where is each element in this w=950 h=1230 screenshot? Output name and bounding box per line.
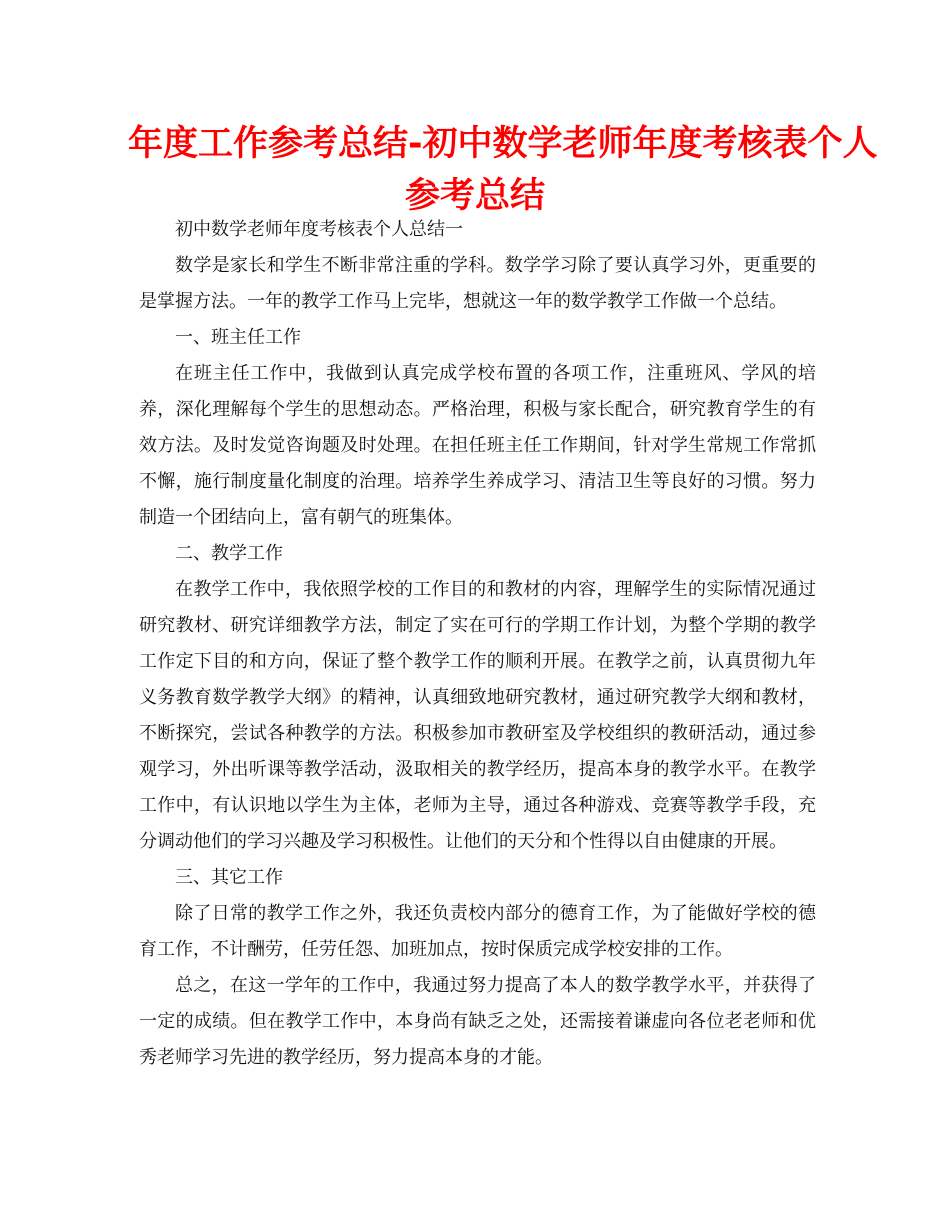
section-heading-homeroom: 一、班主任工作 — [175, 327, 301, 348]
teaching-paragraph: 在教学工作中，我依照学校的工作目的和教材的内容，理解学生的实际情况通过研究教材、研究详细教学方法，制定了实在可行的学期工作计划，为整个学期的教学工作定下目的和方向，保证了整个教学工作的顺利开展。在教学之前，认真贯彻九年义务教育数学教学大纲》的精神，认真细致地研究教材，通过研究教学大纲和教材，不断探究，尝试各种教学的方法。积极参加市教研室及学校组织的教研活动，通过参观学习，外出听课等教学活动，汲取相关的教学经历，提高本身的教学水平。在教学工作中，有认识地以学生为主体，老师为主导，通过各种游戏、竞赛等教学手段，充分调动他们的学习兴趣及学习积极性。让他们的天分和个性得以自由健康的开展。 — [139, 579, 816, 852]
section-heading-teaching: 二、教学工作 — [175, 543, 283, 564]
other-work-paragraph: 除了日常的教学工作之外，我还负责校内部分的德育工作，为了能做好学校的德育工作，不计酬劳，任劳任怨、加班加点，按时保质完成学校安排的工作。 — [139, 903, 816, 960]
intro-paragraph: 数学是家长和学生不断非常注重的学科。数学学习除了要认真学习外，更重要的是掌握方法。一年的教学工作马上完毕，想就这一年的数学教学工作做一个总结。 — [139, 255, 816, 312]
section-heading-other: 三、其它工作 — [175, 867, 283, 888]
document-body — [139, 212, 816, 1076]
homeroom-paragraph: 在班主任工作中，我做到认真完成学校布置的各项工作，注重班风、学风的培养，深化理解每个学生的思想动态。严格治理，积极与家长配合，研究教育学生的有效方法。及时发觉咨询题及时处理。在担任班主任工作期间，针对学生常规工作常抓不懈，施行制度量化制度的治理。培养学生养成学习、清洁卫生等良好的习惯。努力制造一个团结向上，富有朝气的班集体。 — [139, 363, 816, 528]
section-subtitle: 初中数学老师年度考核表个人总结一 — [175, 219, 463, 240]
document-title — [128, 118, 878, 222]
document-title-line-1: 年度工作参考总结-初中数学老师年度考核表个人 — [128, 124, 878, 164]
conclusion-paragraph: 总之，在这一学年的工作中，我通过努力提高了本人的数学教学水平，并获得了一定的成绩。但在教学工作中，本身尚有缺乏之处，还需接着谦虚向各位老老师和优秀老师学习先进的教学经历，努力提高本身的才能。 — [139, 975, 816, 1068]
document-title-line-2: 参考总结 — [404, 176, 545, 216]
